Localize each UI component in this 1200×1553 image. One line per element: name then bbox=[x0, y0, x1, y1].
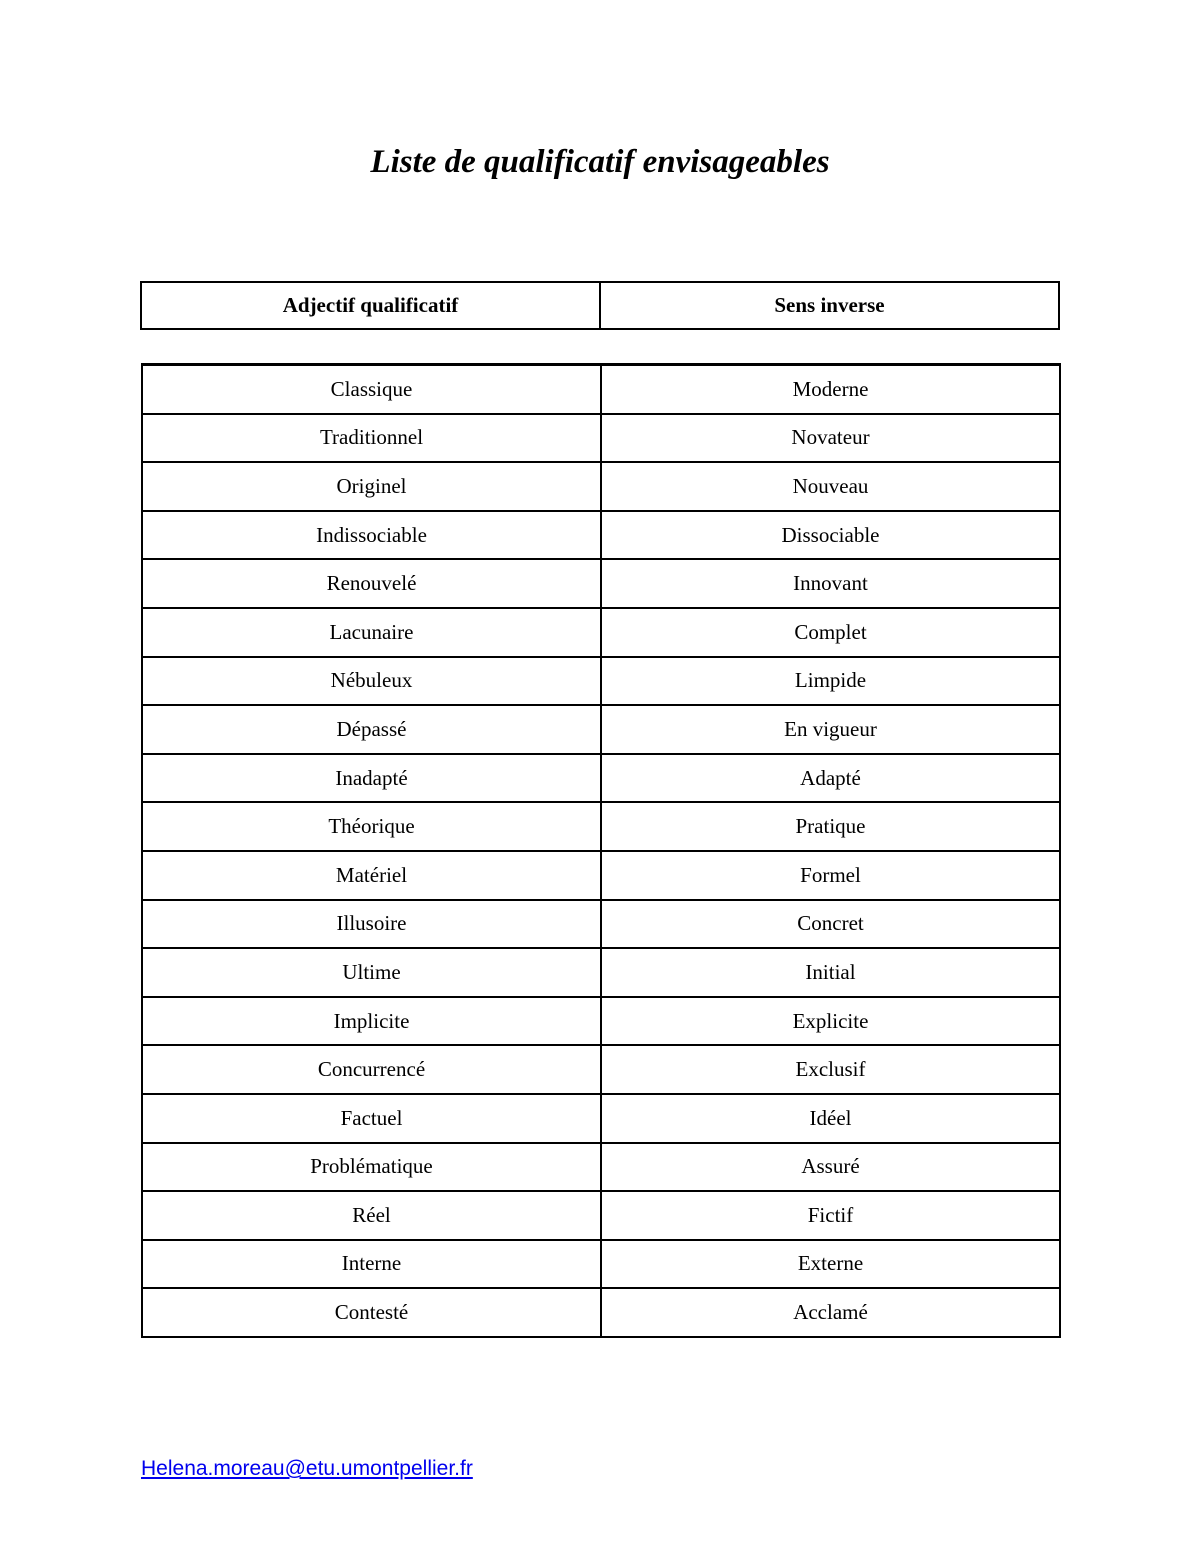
adjective-cell: Nébuleux bbox=[142, 657, 601, 706]
table-row bbox=[142, 1288, 1060, 1337]
table-row bbox=[142, 851, 1060, 900]
opposite-cell: Explicite bbox=[601, 997, 1060, 1046]
opposite-cell: Formel bbox=[601, 851, 1060, 900]
adjective-cell: Concurrencé bbox=[142, 1045, 601, 1094]
table-row bbox=[142, 802, 1060, 851]
opposite-cell: Acclamé bbox=[601, 1288, 1060, 1337]
table-row bbox=[142, 1240, 1060, 1289]
opposite-cell: Idéel bbox=[601, 1094, 1060, 1143]
adjective-cell: Réel bbox=[142, 1191, 601, 1240]
opposite-cell: Assuré bbox=[601, 1143, 1060, 1192]
opposite-cell: Fictif bbox=[601, 1191, 1060, 1240]
opposite-cell: Initial bbox=[601, 948, 1060, 997]
table-row bbox=[142, 754, 1060, 803]
table-row bbox=[142, 462, 1060, 511]
opposite-cell: Novateur bbox=[601, 414, 1060, 463]
adjective-cell: Dépassé bbox=[142, 705, 601, 754]
opposite-cell: Adapté bbox=[601, 754, 1060, 803]
email-link[interactable]: Helena.moreau@etu.umontpellier.fr bbox=[141, 1457, 473, 1480]
adjective-cell: Ultime bbox=[142, 948, 601, 997]
table-row bbox=[142, 900, 1060, 949]
adjective-cell: Matériel bbox=[142, 851, 601, 900]
column-header-adjective: Adjectif qualificatif bbox=[141, 282, 600, 329]
adjective-cell: Traditionnel bbox=[142, 414, 601, 463]
header-row bbox=[141, 282, 1059, 329]
adjective-cell: Lacunaire bbox=[142, 608, 601, 657]
opposite-cell: Externe bbox=[601, 1240, 1060, 1289]
adjective-cell: Implicite bbox=[142, 997, 601, 1046]
opposite-cell: Pratique bbox=[601, 802, 1060, 851]
adjective-cell: Originel bbox=[142, 462, 601, 511]
opposite-cell: Moderne bbox=[601, 365, 1060, 414]
adjective-cell: Contesté bbox=[142, 1288, 601, 1337]
adjective-cell: Classique bbox=[142, 365, 601, 414]
table-row bbox=[142, 1191, 1060, 1240]
adjective-cell: Renouvelé bbox=[142, 559, 601, 608]
table-row bbox=[142, 948, 1060, 997]
table-row bbox=[142, 1045, 1060, 1094]
table-row bbox=[142, 414, 1060, 463]
table-row bbox=[142, 997, 1060, 1046]
table-row bbox=[142, 365, 1060, 414]
adjective-cell: Inadapté bbox=[142, 754, 601, 803]
table-row bbox=[142, 511, 1060, 560]
opposite-cell: En vigueur bbox=[601, 705, 1060, 754]
table-row bbox=[142, 1094, 1060, 1143]
opposite-cell: Complet bbox=[601, 608, 1060, 657]
table-row bbox=[142, 657, 1060, 706]
table-body bbox=[142, 365, 1060, 1337]
table-row bbox=[142, 608, 1060, 657]
opposite-cell: Dissociable bbox=[601, 511, 1060, 560]
opposite-cell: Exclusif bbox=[601, 1045, 1060, 1094]
opposite-cell: Concret bbox=[601, 900, 1060, 949]
table-row bbox=[142, 705, 1060, 754]
opposite-cell: Innovant bbox=[601, 559, 1060, 608]
adjective-cell: Théorique bbox=[142, 802, 601, 851]
adjective-cell: Factuel bbox=[142, 1094, 601, 1143]
opposite-cell: Limpide bbox=[601, 657, 1060, 706]
adjective-table bbox=[141, 363, 1061, 1338]
adjective-cell: Indissociable bbox=[142, 511, 601, 560]
table-row bbox=[142, 559, 1060, 608]
document-title: Liste de qualificatif envisageables bbox=[370, 144, 830, 180]
adjective-cell: Illusoire bbox=[142, 900, 601, 949]
opposite-cell: Nouveau bbox=[601, 462, 1060, 511]
adjective-cell: Interne bbox=[142, 1240, 601, 1289]
column-header-opposite: Sens inverse bbox=[600, 282, 1059, 329]
table-row bbox=[142, 1143, 1060, 1192]
table-header bbox=[140, 281, 1060, 330]
adjective-cell: Problématique bbox=[142, 1143, 601, 1192]
